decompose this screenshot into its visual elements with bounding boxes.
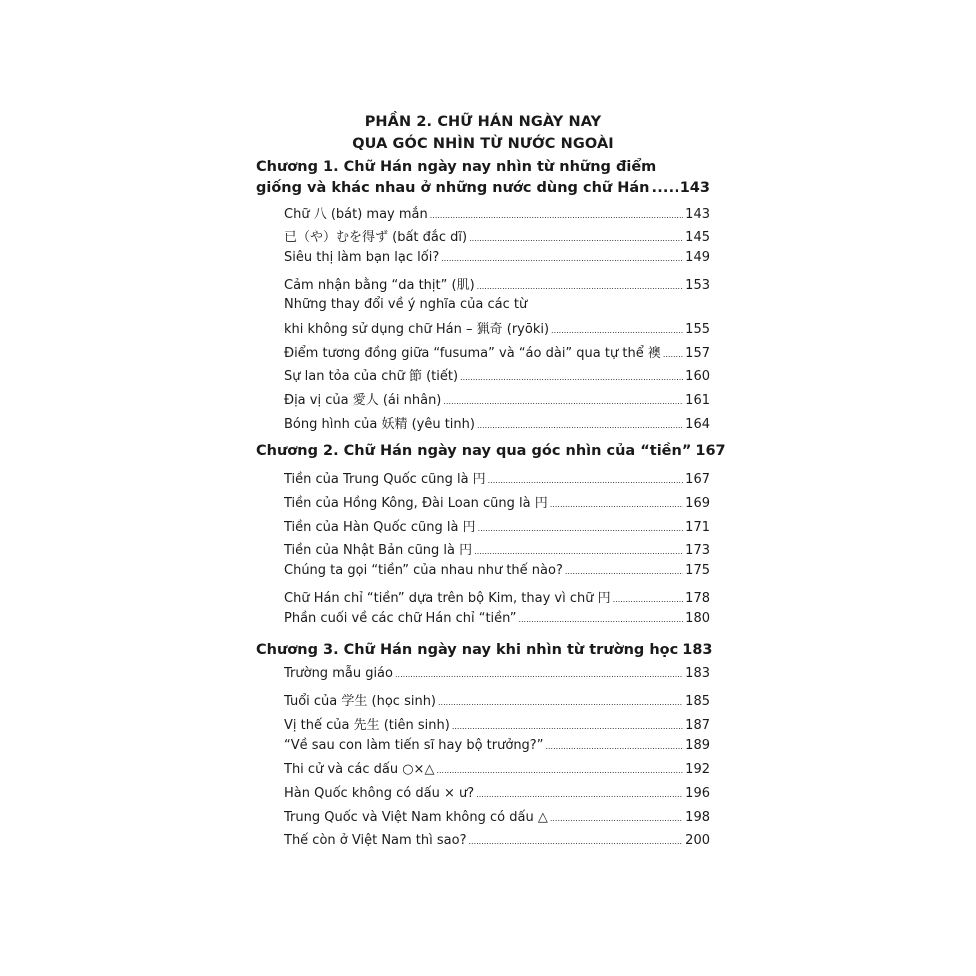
entry-page: 178 (685, 591, 710, 606)
toc-entry[interactable] (284, 342, 710, 361)
leader-dots (565, 563, 683, 578)
leader-dots (438, 694, 683, 709)
toc-entry[interactable] (284, 786, 710, 801)
entry-title: Tiền của Trung Quốc cũng là 円 (284, 472, 486, 487)
entry-page: 169 (685, 496, 710, 511)
entry-page: 180 (685, 611, 710, 626)
leader-dots (652, 180, 678, 196)
toc-entry[interactable] (284, 468, 710, 487)
toc-entry[interactable] (284, 413, 710, 432)
toc-entry[interactable] (284, 539, 710, 558)
chapter-2-title: Chương 2. Chữ Hán ngày nay qua góc nhìn của “tiền” (256, 443, 692, 459)
toc-entry[interactable] (284, 762, 710, 777)
chapter-1-title-line2: giống và khác nhau ở những nước dùng chữ Hán (256, 180, 650, 196)
leader-dots (488, 472, 684, 487)
entry-page: 175 (685, 563, 710, 578)
entry-title: Tiền của Nhật Bản cũng là 円 (284, 543, 473, 558)
entry-title: Địa vị của 愛人 (ái nhân) (284, 393, 442, 408)
chapter-1-page: 143 (679, 180, 710, 196)
toc-entry[interactable] (284, 226, 710, 245)
entry-page: 167 (685, 472, 710, 487)
entry-page: 173 (685, 543, 710, 558)
entry-page: 200 (685, 833, 710, 848)
part-title-line1: PHẦN 2. CHỮ HÁN NGÀY NAY (364, 114, 602, 130)
entry-page: 153 (685, 278, 710, 293)
entry-title: Vị thế của 先生 (tiên sinh) (284, 718, 450, 733)
entry-page: 164 (685, 417, 710, 432)
entry-title: Chữ 八 (bát) may mắn (284, 207, 428, 222)
leader-dots (478, 520, 684, 535)
leader-dots (613, 591, 684, 606)
entry-page: 189 (685, 738, 710, 753)
entry-title: Sự lan tỏa của chữ 節 (tiết) (284, 369, 459, 384)
chapter-2-page: 167 (695, 443, 726, 459)
entry-page: 185 (685, 694, 710, 709)
toc-entry[interactable] (284, 516, 710, 535)
toc-entry[interactable] (284, 203, 710, 222)
entry-title: “Về sau con làm tiến sĩ hay bộ trưởng?” (284, 738, 544, 753)
entry-page: 198 (685, 810, 710, 825)
entry-title: Thế còn ở Việt Nam thì sao? (284, 833, 467, 848)
toc-entry[interactable] (284, 587, 710, 606)
entry-page: 157 (685, 346, 710, 361)
leader-dots (474, 543, 683, 558)
toc-entry[interactable] (284, 563, 710, 578)
entry-title: Tiền của Hàn Quốc cũng là 円 (284, 520, 476, 535)
leader-dots (550, 810, 683, 825)
toc-entry[interactable] (284, 666, 710, 681)
leader-dots (477, 278, 684, 293)
entry-title: Chúng ta gọi “tiền” của nhau như thế nào? (284, 563, 563, 578)
entry-page: 187 (685, 718, 710, 733)
entry-page: 161 (685, 393, 710, 408)
entry-page: 196 (685, 786, 710, 801)
toc-entry[interactable] (284, 714, 710, 733)
leader-dots (441, 250, 683, 265)
leader-dots (469, 230, 683, 245)
toc-entry[interactable] (284, 833, 710, 848)
leader-dots (436, 762, 683, 777)
entry-title: Hàn Quốc không có dấu × ư? (284, 786, 475, 801)
entry-title: khi không sử dụng chữ Hán – 猟奇 (ryōki) (284, 322, 550, 337)
entry-page: 155 (685, 322, 710, 337)
leader-dots (545, 738, 683, 753)
leader-dots (452, 718, 683, 733)
leader-dots (551, 322, 683, 337)
leader-dots (460, 369, 683, 384)
entry-title-line1: Những thay đổi về ý nghĩa của các từ (284, 297, 528, 312)
entry-title: Tuổi của 学生 (học sinh) (284, 694, 437, 709)
entry-title: Chữ Hán chỉ “tiền” dựa trên bộ Kim, thay vì chữ 円 (284, 591, 611, 606)
entry-title: Điểm tương đồng giữa “fusuma” và “áo dài” qua tự thể 襖 (284, 346, 661, 361)
leader-dots (518, 611, 683, 626)
toc-entry[interactable] (284, 365, 710, 384)
leader-dots (443, 393, 683, 408)
toc-entry[interactable] (284, 250, 710, 265)
entry-title: Thi cử và các dấu ○×△ (284, 762, 435, 777)
leader-dots (395, 666, 683, 681)
entry-page: 143 (685, 207, 710, 222)
entry-page: 145 (685, 230, 710, 245)
leader-dots (550, 496, 683, 511)
toc-entry[interactable] (284, 318, 710, 337)
toc-entry[interactable] (284, 611, 710, 626)
chapter-2-row[interactable] (256, 443, 726, 459)
leader-dots (430, 207, 683, 222)
leader-dots (476, 786, 683, 801)
entry-title: Cảm nhận bằng “da thịt” (肌) (284, 278, 475, 293)
toc-entry[interactable] (284, 274, 710, 293)
toc-entry[interactable] (284, 738, 710, 753)
entry-title: Tiền của Hồng Kông, Đài Loan cũng là 円 (284, 496, 548, 511)
entry-page: 183 (685, 666, 710, 681)
leader-dots (477, 417, 683, 432)
entry-title: 已（や）むを得ず (bất đắc dĩ) (284, 230, 468, 245)
chapter-1-row[interactable] (256, 180, 710, 196)
entry-title: Siêu thị làm bạn lạc lối? (284, 250, 440, 265)
toc-entry[interactable] (284, 690, 710, 709)
entry-title: Bóng hình của 妖精 (yêu tinh) (284, 417, 475, 432)
entry-page: 171 (685, 520, 710, 535)
leader-dots (468, 833, 683, 848)
chapter-3-row[interactable] (256, 642, 713, 658)
toc-entry[interactable] (284, 492, 710, 511)
chapter-3-page: 183 (682, 642, 713, 658)
chapter-3-title: Chương 3. Chữ Hán ngày nay khi nhìn từ trường học (256, 642, 679, 658)
toc-entry[interactable] (284, 389, 710, 408)
entry-page: 149 (685, 250, 710, 265)
leader-dots (663, 346, 683, 361)
chapter-1-title-line1: Chương 1. Chữ Hán ngày nay nhìn từ những điểm (256, 159, 657, 175)
entry-page: 192 (685, 762, 710, 777)
part-title-line2: QUA GÓC NHÌN TỪ NƯỚC NGOÀI (352, 136, 614, 152)
entry-page: 160 (685, 369, 710, 384)
entry-title: Trường mẫu giáo (284, 666, 393, 681)
toc-entry[interactable] (284, 810, 710, 825)
entry-title: Trung Quốc và Việt Nam không có dấu △ (284, 810, 548, 825)
entry-title: Phần cuối về các chữ Hán chỉ “tiền” (284, 611, 517, 626)
